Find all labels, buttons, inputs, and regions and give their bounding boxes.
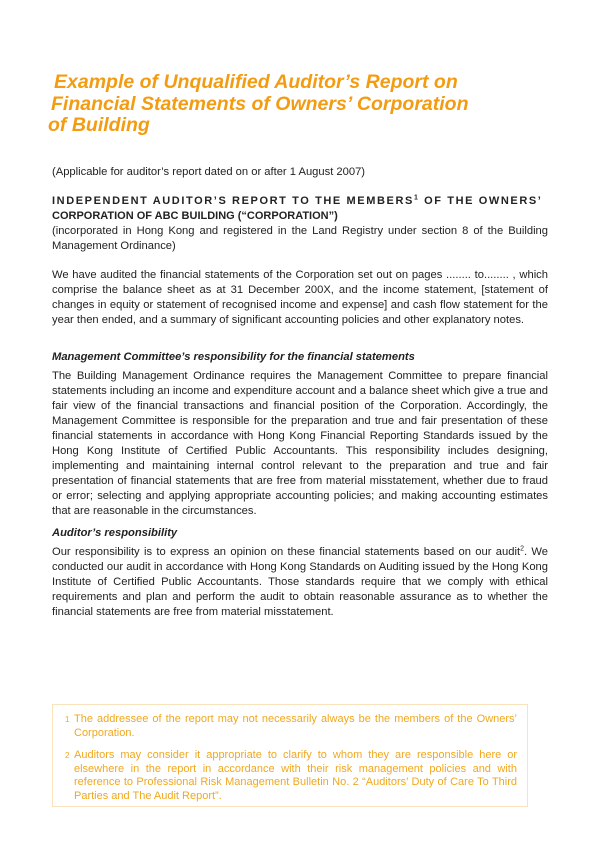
footnote-text: Auditors may consider it appropriate to clarify to whom they are responsible here or elsewhere in the report in accordance with their risk management policies and with reference to Professional Risk Management Bulletin No. 2 “Auditors’ Duty of Care To Third Parties and The Audit Report”. [74, 749, 517, 802]
management-section [52, 350, 548, 519]
report-heading [52, 194, 548, 254]
title-line: of Building [48, 114, 150, 136]
section-body: The Building Management Ordinance requires the Management Committee to prepare financial statements including an income and expenditure account and a balance sheet which give a true and fair view of the financial transactions and financial position of the Corporation. Accordingly, the Management Committee is responsible for the preparation and true and fair presentation of these financial statements in accordance with Hong Kong Financial Reporting Standards issued by the Hong Kong Institute of Certified Public Accountants. This responsibility includes designing, implementing and maintaining internal control relevant to the preparation and true and fair presentation of financial statements that are free from material misstatement, whether due to fraud or error; selecting and applying appropriate accounting policies; and making accounting estimates that are reasonable in the circumstances. [52, 370, 548, 517]
footnotes-box [52, 704, 528, 807]
intro-paragraph: We have audited the financial statements of the Corporation set out on pages ........ to........ , which comprise the balance sheet as at 31 December 200X, and the income statement, [statement of changes in equity or statement of recognised income and expense] and cash flow statement for the year then ended, and a summary of significant accounting policies and other explanatory notes. [52, 269, 548, 326]
incorporation-note: (incorporated in Hong Kong and registered in the Land Registry under section 8 of the Building Management Ordinance) [52, 225, 548, 252]
heading-text: INDEPENDENT AUDITOR’S REPORT TO THE MEMBERS [52, 195, 414, 207]
footnote [65, 713, 517, 740]
heading-line2: CORPORATION OF ABC BUILDING (“CORPORATION”) [52, 210, 338, 222]
footnote-text: The addressee of the report may not necessarily always be the members of the Owners’ Corporation. [74, 713, 517, 739]
applicability-note: (Applicable for auditor’s report dated on or after 1 August 2007) [52, 166, 366, 178]
auditor-section [52, 526, 548, 620]
body-text: . We conducted our audit in accordance with Hong Kong Standards on Auditing issued by the Hong Kong Institute of Certified Public Accountants. Those standards require that we comply with ethical requirements and plan and perform the audit to obtain reasonable assurance as to whether the financial statements are free from material misstatement. [52, 546, 549, 618]
heading-text: OF THE OWNERS’ [419, 195, 543, 207]
footnote-number: 2 [65, 751, 70, 760]
body-text: Our responsibility is to express an opinion on these financial statements based on our audit [52, 546, 521, 558]
footnote-ref: 2 [520, 545, 524, 553]
footnote-number: 1 [65, 715, 70, 724]
title-line: Example of Unqualified Auditor’s Report on [54, 71, 458, 93]
footnote [65, 749, 517, 803]
section-body [52, 545, 548, 620]
title-line: Financial Statements of Owners’ Corporation [51, 92, 469, 115]
document-title [48, 72, 469, 137]
section-heading: Auditor’s responsibility [52, 527, 178, 539]
footnote-ref: 1 [413, 194, 420, 202]
section-heading: Management Committee’s responsibility for the financial statements [52, 351, 415, 363]
